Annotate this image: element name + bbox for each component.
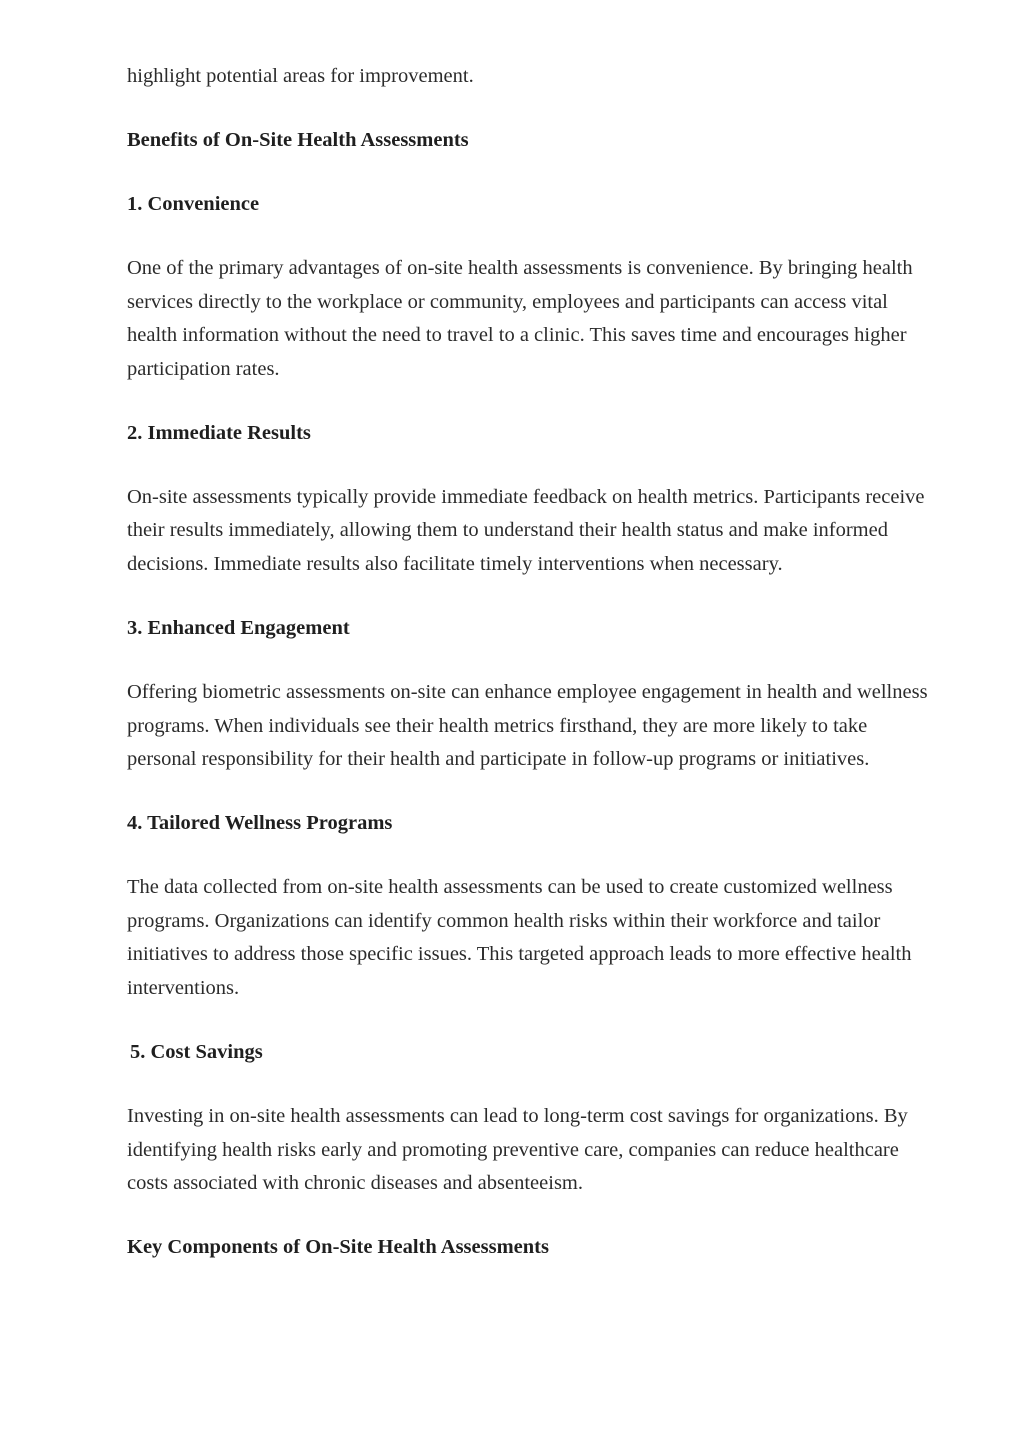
item-heading-tailored-wellness: 4. Tailored Wellness Programs [127,812,393,835]
next-section-title: Key Components of On-Site Health Assessments [127,1236,549,1259]
item-heading-cost-savings: 5. Cost Savings [130,1041,263,1064]
item-heading-immediate-results: 2. Immediate Results [127,422,311,445]
intro-tail-paragraph: highlight potential areas for improvement. [127,65,474,87]
item-heading-enhanced-engagement: 3. Enhanced Engagement [127,617,350,640]
item-body-convenience: One of the primary advantages of on-site health assessments is convenience. By bringing health services directly to the workplace or community, employees and participants can access vital health information without the need to travel to a clinic. This saves time and encourages higher participation rates. [127,257,913,380]
document-page [127,60,937,1264]
item-body-immediate-results: On-site assessments typically provide immediate feedback on health metrics. Participants receive their results immediately, allowing them to understand their health status and make informed decisions. Immediate results also facilitate timely interventions when necessary. [127,486,925,575]
section-title: Benefits of On-Site Health Assessments [127,129,469,152]
item-body-tailored-wellness: The data collected from on-site health assessments can be used to create customized wellness programs. Organizations can identify common health risks within their workforce and tailor initiatives to address those specific issues. This targeted approach leads to more effective health interventions. [127,876,912,999]
item-body-cost-savings: Investing in on-site health assessments can lead to long-term cost savings for organizations. By identifying health risks early and promoting preventive care, companies can reduce healthcare costs associated with chronic diseases and absenteeism. [127,1105,908,1194]
item-body-enhanced-engagement: Offering biometric assessments on-site can enhance employee engagement in health and wellness programs. When individuals see their health metrics firsthand, they are more likely to take personal responsibility for their health and participate in follow-up programs or initiatives. [127,681,928,771]
item-heading-convenience: 1. Convenience [127,193,260,216]
